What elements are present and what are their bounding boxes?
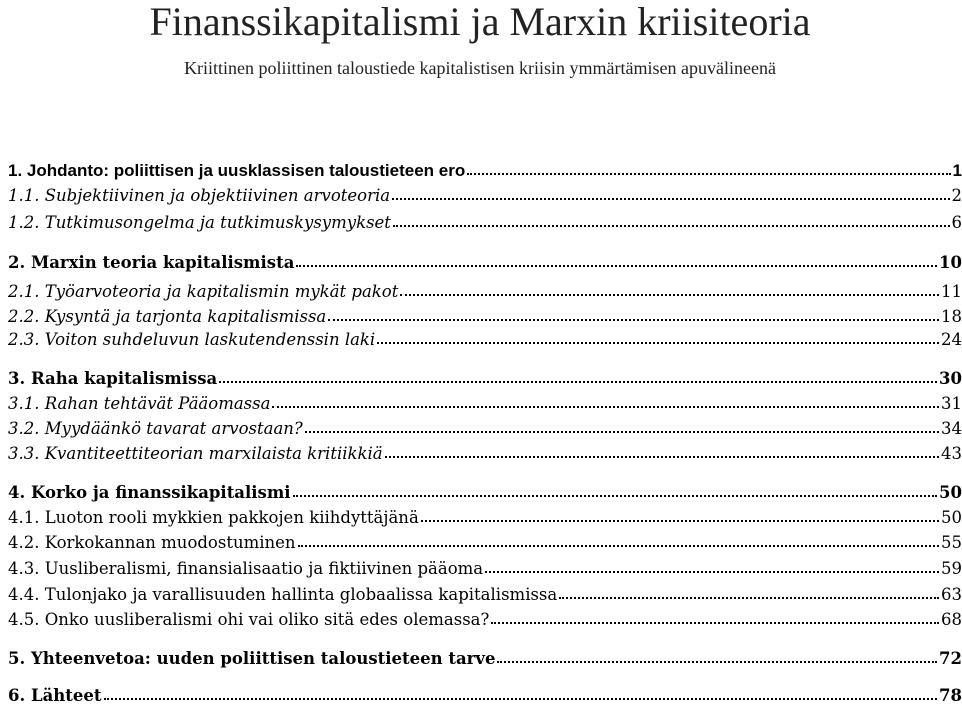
toc-entry-label: 4.2. Korkokannan muodostuminen (8, 532, 296, 554)
toc-entry-label: 3.1. Rahan tehtävät Pääomassa (8, 393, 270, 415)
toc-leader-dots (497, 650, 937, 664)
toc-entry-label: 4.5. Onko uusliberalismi ohi vai oliko sitä edes olemassa? (8, 609, 489, 631)
toc-leader-dots (104, 687, 938, 701)
document-subtitle: Kriittinen poliittinen taloustiede kapitalistisen kriisin ymmärtämisen apuvälineenä (0, 56, 960, 80)
toc-entry[interactable] (8, 558, 962, 580)
toc-entry-page: 11 (941, 281, 962, 303)
toc-entry[interactable] (8, 609, 962, 631)
toc-entry-label: 1.2. Tutkimusongelma ja tutkimuskysymykset (8, 212, 391, 234)
toc-leader-dots (328, 308, 939, 322)
toc-entry-page: 2 (952, 185, 962, 207)
toc-entry-label: 2.1. Työarvoteoria ja kapitalismin mykät pakot (8, 281, 398, 303)
toc-leader-dots (393, 214, 950, 228)
toc-entry-page: 50 (941, 507, 962, 529)
toc-entry-label: 2. Marxin teoria kapitalismista (8, 252, 294, 274)
document-title: Finanssikapitalismi ja Marxin kriisiteoria (0, 0, 960, 44)
toc-entry-page: 43 (941, 443, 962, 465)
toc-entry[interactable] (8, 368, 962, 390)
toc-entry-label: 2.3. Voiton suhdeluvun laskutendenssin laki (8, 329, 375, 351)
toc-entry[interactable] (8, 252, 962, 274)
toc-entry-page: 24 (941, 329, 962, 351)
toc-entry-page: 30 (939, 368, 962, 390)
toc-entry-page: 18 (941, 306, 962, 328)
toc-entry-page: 6 (952, 212, 962, 234)
toc-entry[interactable] (8, 532, 962, 554)
toc-entry[interactable] (8, 329, 962, 351)
toc-entry-page: 10 (939, 252, 962, 274)
toc-entry-label: 1. Johdanto: poliittisen ja uusklassisen taloustieteen ero (8, 160, 465, 182)
toc-entry-label: 3.2. Myydäänkö tavarat arvostaan? (8, 418, 303, 440)
toc-entry-label: 5. Yhteenvetoa: uuden poliittisen taloustieteen tarve (8, 648, 495, 670)
toc-entry[interactable] (8, 306, 962, 328)
toc-entry[interactable] (8, 685, 962, 707)
toc-entry-page: 31 (941, 393, 962, 415)
toc-leader-dots (296, 254, 937, 268)
toc-entry-page: 1 (953, 160, 962, 182)
toc-leader-dots (559, 586, 939, 600)
toc-entry[interactable] (8, 185, 962, 207)
toc-leader-dots (485, 560, 939, 574)
toc-entry[interactable] (8, 212, 962, 234)
toc-leader-dots (305, 420, 939, 434)
toc-entry-label: 3.3. Kvantiteettiteorian marxilaista kritiikkiä (8, 443, 383, 465)
toc-entry[interactable] (8, 507, 962, 529)
toc-entry[interactable] (8, 393, 962, 415)
toc-entry[interactable] (8, 418, 962, 440)
toc-leader-dots (385, 445, 939, 459)
toc-entry-label: 4.1. Luoton rooli mykkien pakkojen kiihdyttäjänä (8, 507, 419, 529)
toc-leader-dots (491, 611, 939, 625)
toc-leader-dots (421, 509, 939, 523)
toc-entry-label: 1.1. Subjektiivinen ja objektiivinen arvoteoria (8, 185, 390, 207)
toc-leader-dots (219, 370, 937, 384)
toc-leader-dots (400, 283, 939, 297)
toc-entry-page: 50 (939, 482, 962, 504)
toc-entry[interactable] (8, 648, 962, 670)
toc-entry[interactable] (8, 443, 962, 465)
toc-entry-label: 2.2. Kysyntä ja tarjonta kapitalismissa (8, 306, 326, 328)
toc-entry[interactable] (8, 281, 962, 303)
toc-leader-dots (377, 331, 939, 345)
toc-leader-dots (298, 534, 939, 548)
toc-leader-dots (272, 395, 939, 409)
toc-entry-label: 4. Korko ja finanssikapitalismi (8, 482, 291, 504)
toc-entry-page: 59 (941, 558, 962, 580)
toc-entry[interactable] (8, 160, 962, 182)
toc-entry-page: 72 (939, 648, 962, 670)
toc-entry-label: 4.3. Uusliberalismi, finansialisaatio ja fiktiivinen pääoma (8, 558, 483, 580)
toc-leader-dots (392, 187, 949, 201)
toc-entry[interactable] (8, 482, 962, 504)
toc-entry-page: 68 (941, 609, 962, 631)
toc-entry-page: 78 (939, 685, 962, 707)
toc-entry[interactable] (8, 584, 962, 606)
toc-leader-dots (467, 162, 950, 176)
toc-entry-label: 3. Raha kapitalismissa (8, 368, 217, 390)
toc-entry-label: 4.4. Tulonjako ja varallisuuden hallinta globaalissa kapitalismissa (8, 584, 557, 606)
toc-leader-dots (293, 484, 937, 498)
toc-entry-page: 55 (941, 532, 962, 554)
toc-entry-page: 34 (941, 418, 962, 440)
toc-entry-page: 63 (941, 584, 962, 606)
toc-entry-label: 6. Lähteet (8, 685, 102, 707)
